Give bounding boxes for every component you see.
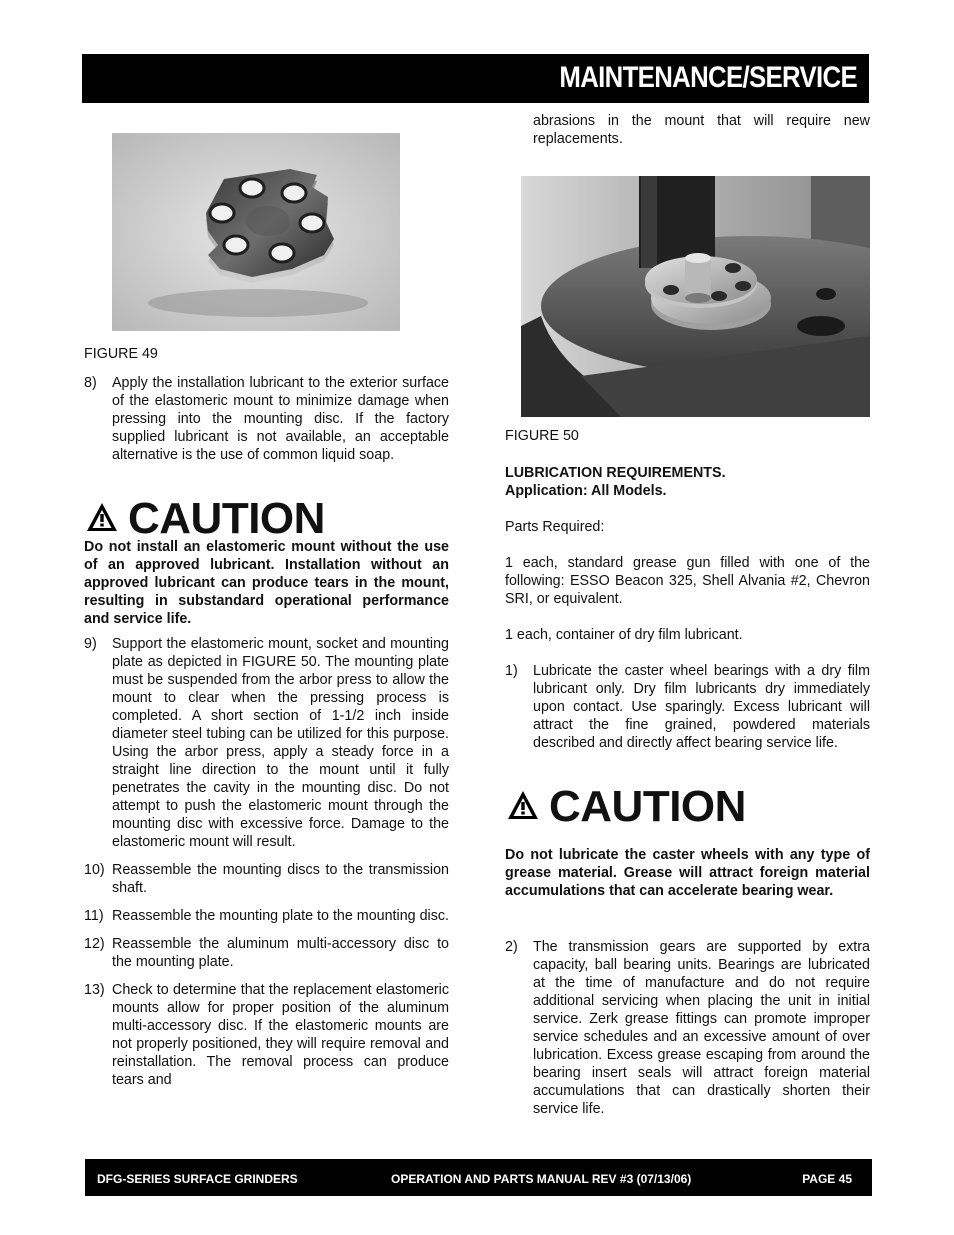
step-text: Apply the installation lubricant to the exterior surface of the elastomeric mount to minimize damage when pressing into the mounting disc. If the factory supplied lubricant is not available, an acceptable alternative is the use of common liquid soap.: [112, 375, 449, 463]
list-item: 9) Support the elastomeric mount, socket and mounting plate as depicted in FIGURE 50. The mounting plate must be suspended from the arbor press to allow the mount to clear when the pressing process is completed. A short section of 1-1/2 inch inside diameter steel tubing can be utilized for this purpose. Using the arbor press, apply a steady force in a straight line direction to the mount until it fully penetrates the cavity in the mounting disc. Do not attempt to push the elastomeric mount through the mounting disc with excessive force. Damage to the elastomeric mount will result.: [84, 636, 449, 850]
list-item: 2) The transmission gears are supported by extra capacity, ball bearing units. Bearings are lubricated at the time of manufacture and do not require additional servicing when placing the unit in initial service. Zerk grease fittings can promote improper service schedules and an excessive amount of over lubrication. Excess grease escaping from around the bearing insert seals will attract foreign material accumulations that can drastically shorten their service life.: [505, 939, 870, 1117]
steps-list: [84, 635, 449, 1089]
caution-heading-right: [507, 782, 746, 831]
figure-49-label: FIGURE 49: [84, 346, 158, 362]
caution-title: CAUTION: [128, 494, 325, 543]
application-line: Application: All Models.: [505, 483, 667, 499]
list-item: 13) Check to determine that the replacement elastomeric mounts allow for proper position of the aluminum multi-accessory disc. If the elastomeric mounts are not properly positioned, they will require removal and reinstallation. The removal process can produce tears and: [84, 982, 449, 1088]
list-item: 10) Reassemble the mounting discs to the transmission shaft.: [84, 862, 449, 896]
figure-50-label: FIGURE 50: [505, 428, 579, 444]
step-number: 8): [84, 375, 97, 391]
header-bar: [82, 54, 869, 103]
continued-text: abrasions in the mount that will require new replacements.: [533, 113, 870, 147]
list-item: 11) Reassemble the mounting plate to the mounting disc.: [84, 908, 449, 924]
list-item: 12) Reassemble the aluminum multi-accessory disc to the mounting plate.: [84, 936, 449, 970]
warning-icon: [86, 501, 118, 538]
page-number: PAGE 45: [802, 1172, 852, 1186]
part-item: 1 each, container of dry film lubricant.: [505, 627, 743, 643]
page-title: MAINTENANCE/SERVICE: [559, 61, 857, 94]
figure-50-photo: [521, 176, 870, 417]
lubrication-heading: LUBRICATION REQUIREMENTS.: [505, 465, 726, 481]
footer-bar: [85, 1159, 872, 1196]
list-item: 1) Lubricate the caster wheel bearings with a dry film lubricant only. Dry film lubricants dry immediately upon contact. Use sparingly. Excess lubricant will attract the fine grained, powdered materials described and directly affect bearing service life.: [505, 663, 870, 751]
lubrication-section: [505, 464, 870, 752]
caution-body: Do not install an elastomeric mount without the use of an approved lubricant. Installation without an approved lubricant can produce tears in the mount, resulting in substandard operational performance and service life.: [84, 539, 449, 627]
caution-text-right: [505, 846, 870, 900]
caution-heading-left: [86, 494, 325, 543]
figure-49-photo: [112, 133, 400, 331]
caution-text-left: [84, 538, 449, 628]
caution-title: CAUTION: [549, 782, 746, 831]
step-8: [84, 374, 449, 464]
footer-center: OPERATION AND PARTS MANUAL REV #3 (07/13/06): [391, 1172, 692, 1186]
part-item: 1 each, standard grease gun filled with one of the following: ESSO Beacon 325, Shell Alvania #2, Chevron SRI, or equivalent.: [505, 555, 870, 607]
footer-left: DFG-SERIES SURFACE GRINDERS: [97, 1172, 298, 1186]
caution-body: Do not lubricate the caster wheels with any type of grease material. Grease will attract foreign material accumulations that can accelerate bearing wear.: [505, 847, 870, 899]
step-2: [505, 938, 870, 1118]
warning-icon: [507, 789, 539, 826]
parts-required-label: Parts Required:: [505, 519, 605, 535]
